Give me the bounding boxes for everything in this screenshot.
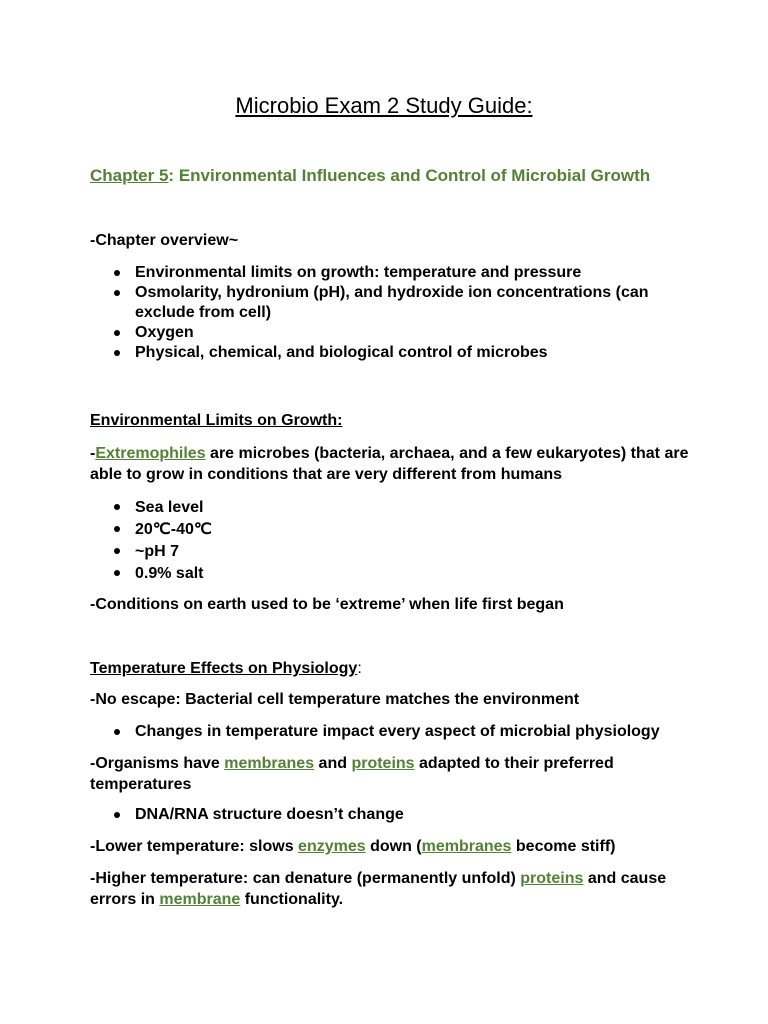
temperature-heading-text: Temperature Effects on Physiology: [90, 660, 358, 677]
overview-heading: -Chapter overview~: [90, 232, 239, 249]
term-enzymes: enzymes: [298, 838, 366, 855]
chapter-label: Chapter 5: [90, 166, 169, 185]
list-item: Physical, chemical, and biological control of microbes: [90, 343, 690, 363]
physiology-list: [90, 722, 690, 742]
page-title: Microbio Exam 2 Study Guide:: [235, 93, 533, 118]
extremophiles-paragraph: [90, 443, 690, 485]
section-heading-env-limits: Environmental Limits on Growth:: [90, 412, 343, 429]
human-conditions-list: [90, 497, 690, 585]
paragraph-text: -Lower temperature: slows: [90, 838, 299, 855]
list-item: Environmental limits on growth: temperature and pressure: [90, 263, 690, 283]
term-proteins: proteins: [351, 755, 415, 772]
dash: -: [90, 445, 96, 462]
paragraph-text: functionality.: [240, 891, 344, 908]
lower-temperature-paragraph: [90, 837, 690, 857]
heading-colon: :: [357, 660, 362, 677]
section-heading-temperature: [90, 659, 690, 679]
paragraph-text: and cause errors in: [90, 870, 667, 908]
paragraph-text: become stiff): [511, 838, 616, 855]
list-item: 20℃-40℃: [90, 519, 690, 541]
list-item: ~pH 7: [90, 541, 690, 563]
organisms-paragraph: [90, 753, 690, 795]
term-membrane: membrane: [159, 891, 241, 908]
higher-temperature-paragraph: [90, 868, 690, 910]
dna-list: [90, 805, 690, 825]
list-item: Sea level: [90, 497, 690, 519]
list-item: Oxygen: [90, 323, 690, 343]
conditions-paragraph: -Conditions on earth used to be ‘extreme’ when life first began: [90, 596, 564, 613]
list-item: Osmolarity, hydronium (pH), and hydroxide ion concentrations (can exclude from cell): [90, 283, 690, 323]
term-extremophiles: Extremophiles: [95, 445, 206, 462]
chapter-heading: [90, 166, 690, 186]
paragraph-text: -Higher temperature: can denature (permanently unfold): [90, 870, 521, 887]
list-item: 0.9% salt: [90, 563, 690, 585]
paragraph-text: adapted to their preferred temperatures: [90, 755, 614, 793]
list-item: Changes in temperature impact every aspect of microbial physiology: [90, 722, 690, 742]
paragraph-text: down (: [365, 838, 422, 855]
chapter-title: Environmental Influences and Control of Microbial Growth: [174, 166, 651, 185]
list-item: DNA/RNA structure doesn’t change: [90, 805, 690, 825]
term-membranes: membranes: [224, 755, 315, 772]
no-escape-paragraph: -No escape: Bacterial cell temperature matches the environment: [90, 691, 580, 708]
paragraph-text: and: [314, 755, 352, 772]
term-proteins: proteins: [520, 870, 584, 887]
overview-list: [90, 263, 690, 363]
chapter-colon: :: [168, 166, 175, 185]
paragraph-text: are microbes (bacteria, archaea, and a few eukaryotes) that are able to grow in conditions that are very different from humans: [90, 445, 689, 483]
paragraph-text: -Organisms have: [90, 755, 225, 772]
term-membranes: membranes: [421, 838, 512, 855]
